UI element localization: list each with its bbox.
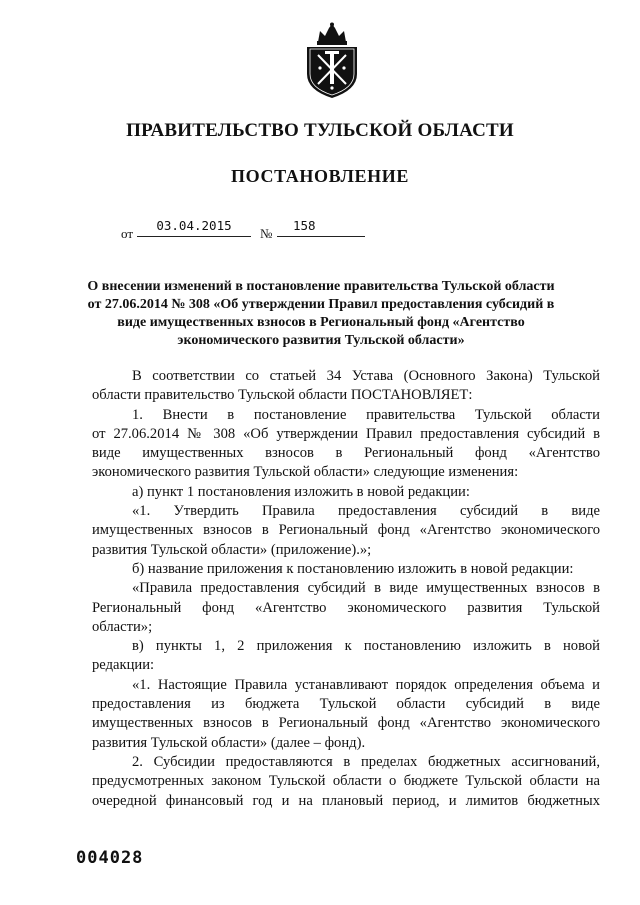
government-name: ПРАВИТЕЛЬСТВО ТУЛЬСКОЙ ОБЛАСТИ xyxy=(126,120,514,141)
document-title: О внесении изменений в постановление правительства Тульской области от 27.06.2014 № 308 «Об утверждении Правил предоставления субсидий в виде имущественных взносов в Региональный фонд «Агентство экономического развития Тульской области» xyxy=(87,279,555,348)
body-line: в) пункты 1, 2 приложения к постановлению изложить в новой xyxy=(132,638,600,655)
document-date: 03.04.2015 xyxy=(137,218,251,237)
body-line: б) название приложения к постановлению изложить в новой редакции: xyxy=(132,560,574,577)
body-line: предоставления из бюджета Тульской области субсидий в виде xyxy=(92,696,600,713)
document-type: ПОСТАНОВЛЕНИЕ xyxy=(231,166,409,186)
body-line: имущественных взносов в Региональный фонд «Агентство экономического xyxy=(92,522,600,539)
body-line: «1. Настоящие Правила устанавливают порядок определения объема и xyxy=(132,676,600,693)
number-prefix: № xyxy=(260,226,273,241)
body-line: развития Тульской области» (приложение).»; xyxy=(92,541,372,558)
body-line: от 27.06.2014 № 308 «Об утверждении Правил предоставления субсидий в xyxy=(92,425,600,442)
coat-of-arms-icon xyxy=(301,22,363,100)
document-number: 158 xyxy=(277,218,365,237)
body-line: В соответствии со статьей 34 Устава (Основного Закона) Тульской xyxy=(132,368,600,384)
date-prefix: от xyxy=(121,226,134,241)
body-line: экономического развития Тульской области» следующие изменения: xyxy=(92,464,519,481)
body-line: а) пункт 1 постановления изложить в новой редакции: xyxy=(132,483,470,500)
body-line: Региональный фонд «Агентство экономического развития Тульской xyxy=(92,599,600,616)
body-line: «1. Утвердить Правила предоставления субсидий в виде xyxy=(132,503,600,520)
body-line: области»; xyxy=(92,618,153,635)
body-line: предусмотренных законом Тульской области о бюджете Тульской области на xyxy=(92,773,600,790)
body-line: развития Тульской области» (далее – фонд). xyxy=(92,734,366,751)
body-line: очередной финансовый год и на плановый период, и лимитов бюджетных xyxy=(92,792,600,809)
body-line: имущественных взносов в Региональный фонд «Агентство экономического xyxy=(92,715,600,732)
body-line: виде имущественных взносов в Региональный фонд «Агентство xyxy=(92,445,600,462)
stamp-number: 004028 xyxy=(76,848,144,868)
body-line: 2. Субсидии предоставляются в пределах бюджетных ассигнований, xyxy=(132,753,600,770)
body-line: области правительство Тульской области ПОСТАНОВЛЯЕТ: xyxy=(92,387,473,404)
document-body xyxy=(92,367,600,811)
body-line: «Правила предоставления субсидий в виде имущественных взносов в xyxy=(132,580,600,597)
body-line: 1. Внести в постановление правительства Тульской области xyxy=(132,406,600,423)
body-line: редакции: xyxy=(92,657,155,674)
